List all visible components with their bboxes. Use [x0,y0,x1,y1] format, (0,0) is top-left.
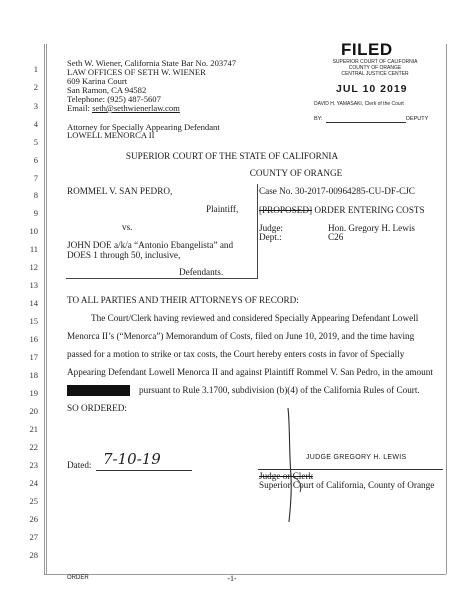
court-county: COUNTY OF ORANGE [249,168,343,178]
case-number: Case No. 30-2017-00964285-CU-DF-CJC [259,186,415,196]
line-number: 5 [33,137,38,147]
attorney-city: San Ramon, CA 94582 [67,85,147,95]
attorney-name-bar: Seth W. Wiener, California State Bar No. 203747 [67,58,237,68]
plaintiff-label: Plaintiff, [206,204,239,214]
versus-label: vs. [122,222,133,232]
line-number: 27 [29,532,38,542]
line-number: 22 [29,442,38,452]
line-number: 13 [29,280,38,290]
line-number: 19 [29,388,38,398]
attorney-email-line [67,104,180,114]
line-number: 28 [29,550,38,560]
filed-stamp-by-label: BY: [314,116,323,122]
footer-left: ORDER [67,575,89,581]
line-number: 12 [29,262,38,272]
left-margin-rule [44,44,45,574]
dept-label: Dept.: [259,232,282,242]
line-number: 15 [29,316,38,326]
filed-stamp-court-line: SUPERIOR COURT OF CALIFORNIA [332,59,418,65]
plaintiff-name: ROMMEL V. SAN PEDRO, [67,186,173,196]
defendants-label: Defendants. [179,267,224,277]
attorney-phone: Telephone: (925) 487-5607 [67,94,161,104]
line-number: 21 [29,424,38,434]
judge-signature-mark [270,406,310,524]
body-line: pursuant to Rule 3.1700, subdivision (b)(4) of the California Rules of Court. [139,385,420,395]
filed-stamp-center-line: CENTRAL JUSTICE CENTER [341,71,409,77]
line-number: 24 [29,478,38,488]
filed-stamp-clerk: DAVID H. YAMASAKI, Clerk of the Court [314,101,404,107]
court-name: SUPERIOR COURT OF THE STATE OF CALIFORNIA [125,151,339,161]
order-title-line [259,205,425,215]
order-title-struck: [PROPOSED] [259,205,313,215]
line-number: 20 [29,406,38,416]
judge-name: Hon. Gregory H. Lewis [328,223,416,233]
judge-or-clerk-label: Judge or Clerk [259,471,314,481]
defendant-line2: DOES 1 through 50, inclusive, [67,250,181,260]
filed-stamp-title: FILED [341,40,393,59]
judge-label: Judge: [259,223,283,233]
line-number: 7 [33,173,38,183]
left-margin-rule-inner [46,44,47,574]
filed-stamp-date: JUL 10 2019 [336,83,408,95]
body-line: The Court/Clerk having reviewed and considered Specially Appearing Defendant Lowell [91,313,419,323]
line-number: 25 [29,496,38,506]
line-number: 23 [29,460,38,470]
line-number: 6 [33,155,38,165]
attorney-email-link[interactable]: seth@sethwienerlaw.com [92,103,180,113]
line-number: 11 [29,244,38,254]
caption-divider [257,184,258,279]
dated-label: Dated: [67,460,92,470]
line-number: 8 [33,190,38,200]
attorney-role: Attorney for Specially Appearing Defendant [67,122,220,132]
line-number: 16 [29,334,38,344]
page-number: -1- [227,574,237,583]
line-number: 9 [33,208,38,218]
line-number: 10 [29,226,38,236]
judge-stamp: JUDGE GREGORY H. LEWIS [306,454,407,461]
line-number: 26 [29,514,38,524]
line-number: 2 [33,82,38,92]
filed-stamp-county-line: COUNTY OF ORANGE [348,65,402,71]
right-margin-rule [446,44,447,574]
filed-stamp-deputy-label: DEPUTY [406,116,429,122]
so-ordered: SO ORDERED: [67,403,127,413]
judge-signature-line [258,469,443,470]
dated-handwritten-value: 7-10-19 [103,450,161,468]
body-line: passed for a motion to strike or tax costs, the Court hereby enters costs in favor of Specially [67,349,405,359]
caption-bottom-rule [66,278,257,279]
attorney-firm: LAW OFFICES OF SETH W. WIENER [67,67,206,77]
body-line: Appearing Defendant Lowell Menorca II and against Plaintiff Rommel V. San Pedro, in the amount [67,367,433,377]
line-number: 18 [29,370,38,380]
attorney-street: 609 Karina Court [67,76,128,86]
dated-line [96,470,192,471]
salutation: TO ALL PARTIES AND THEIR ATTORNEYS OF RECORD: [67,295,299,305]
dept-value: C26 [328,232,344,242]
line-number: 3 [33,101,38,111]
superior-court-label: Superior Court of California, County of Orange [259,480,435,490]
line-number: 4 [33,119,38,129]
line-number: 1 [33,64,38,74]
line-number: 17 [29,352,38,362]
filed-stamp-by-line [326,122,406,123]
order-title: ORDER ENTERING COSTS [314,205,425,215]
redaction-block [67,385,130,396]
attorney-client: LOWELL MENORCA II [67,130,155,140]
defendant-line1: JOHN DOE a/k/a “Antonio Ebangelista” and [67,240,234,250]
line-number: 14 [29,298,38,308]
attorney-email-label: Email: [67,103,93,113]
body-line: Menorca II’s (“Menorca”) Memorandum of Costs, filed on June 10, 2019, and the time having [67,331,415,341]
